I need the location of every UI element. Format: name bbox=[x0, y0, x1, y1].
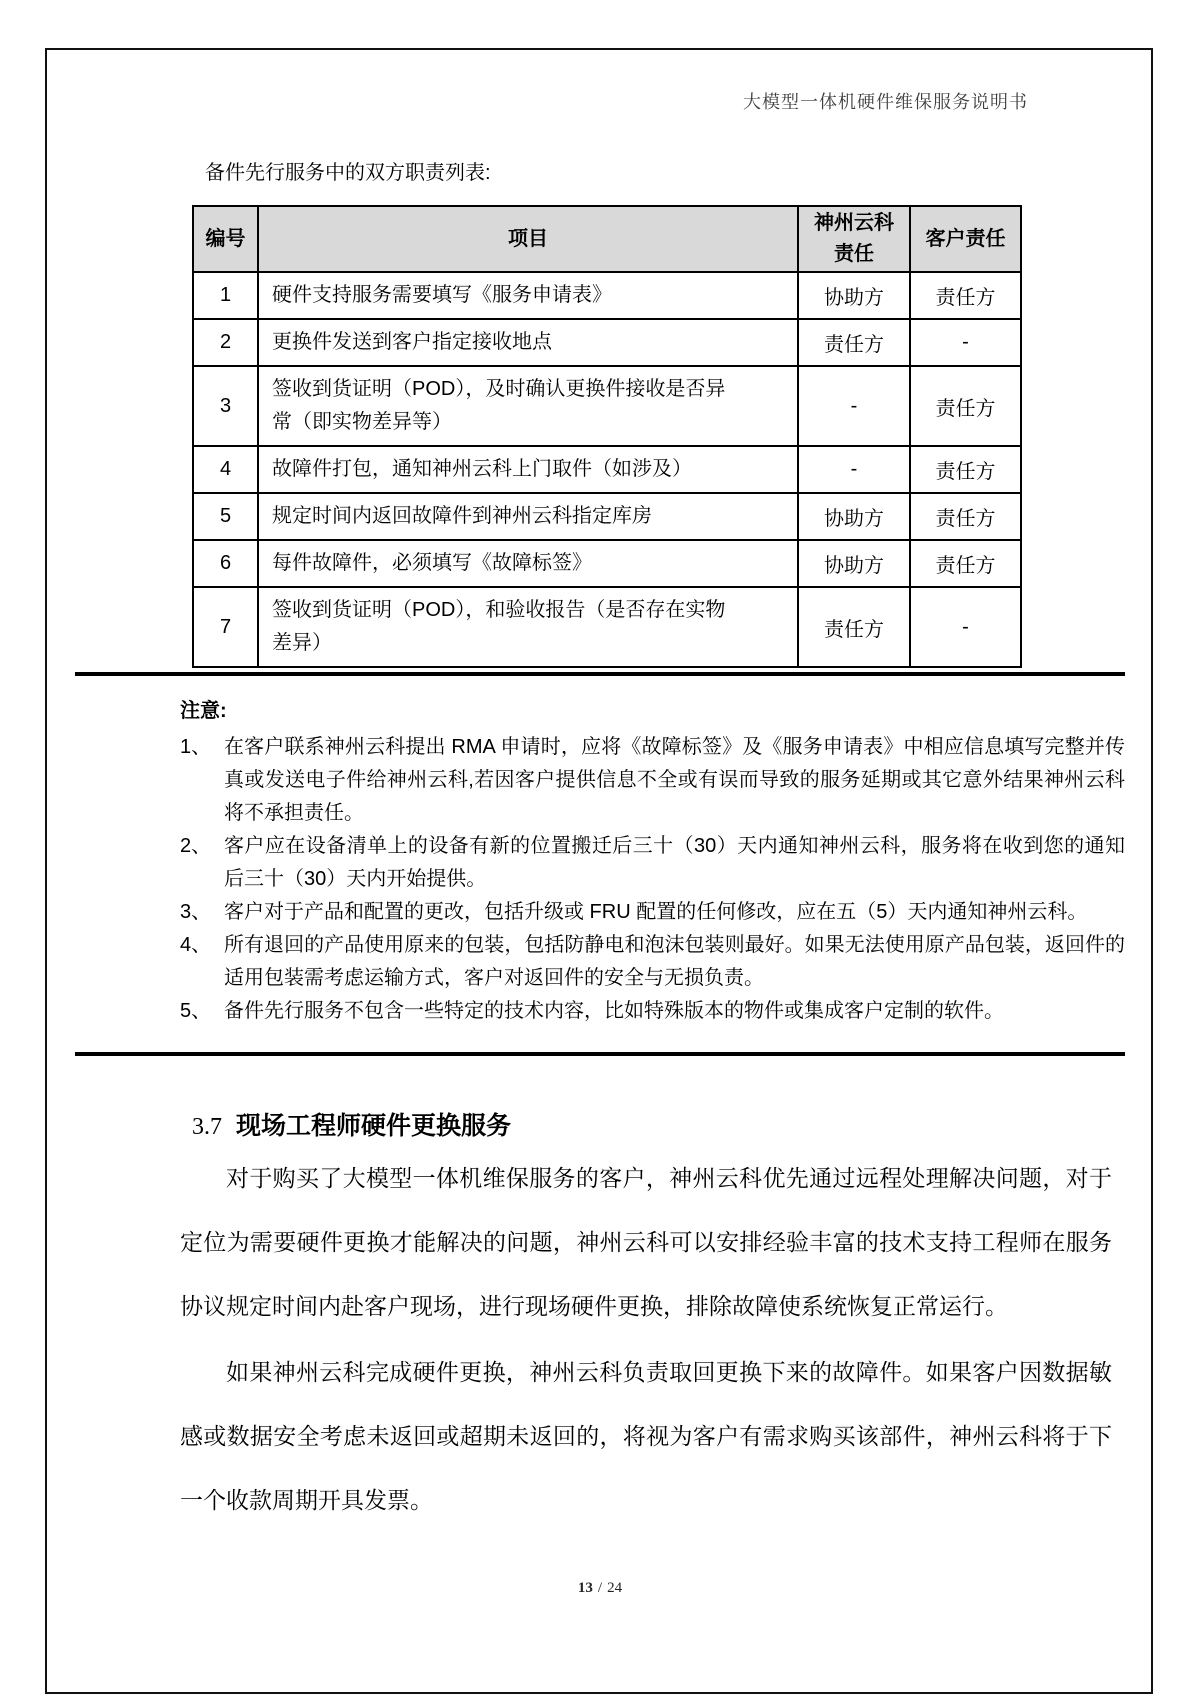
note-text: 在客户联系神州云科提出 RMA 申请时，应将《故障标签》及《服务申请表》中相应信息填写完整并传真或发送电子件给神州云科,若因客户提供信息不全或有误而导致的服务延期或其它意外结果神州云科将不承担责任。 bbox=[224, 736, 1125, 824]
header-cell-vendor-line1: 神州云科 bbox=[814, 212, 894, 234]
note-number: 4、 bbox=[180, 934, 212, 956]
cell-item: 故障件打包，通知神州云科上门取件（如涉及） bbox=[258, 446, 798, 493]
cell-vendor: 责任方 bbox=[798, 319, 910, 366]
note-item bbox=[180, 896, 1125, 929]
note-text: 客户对于产品和配置的更改，包括升级或 FRU 配置的任何修改，应在五（5）天内通知神州云科。 bbox=[224, 901, 1088, 923]
responsibilities-table bbox=[192, 205, 1022, 668]
table-header-row bbox=[193, 206, 1021, 272]
cell-customer: 责任方 bbox=[910, 493, 1021, 540]
cell-no: 6 bbox=[193, 540, 258, 587]
section-heading bbox=[192, 1106, 511, 1142]
note-number: 2、 bbox=[180, 835, 212, 857]
cell-vendor: - bbox=[798, 446, 910, 493]
footer-page-number: 13 bbox=[577, 1580, 593, 1596]
cell-customer: 责任方 bbox=[910, 540, 1021, 587]
note-text: 客户应在设备清单上的设备有新的位置搬迁后三十（30）天内通知神州云科，服务将在收到您的通知后三十（30）天内开始提供。 bbox=[224, 835, 1125, 890]
note-item bbox=[180, 731, 1125, 830]
cell-item: 每件故障件，必须填写《故障标签》 bbox=[258, 540, 798, 587]
page-footer bbox=[0, 1580, 1200, 1597]
cell-no: 5 bbox=[193, 493, 258, 540]
cell-item: 硬件支持服务需要填写《服务申请表》 bbox=[258, 272, 798, 319]
cell-no: 4 bbox=[193, 446, 258, 493]
cell-item: 签收到货证明（POD），及时确认更换件接收是否异常（即实物差异等） bbox=[258, 366, 798, 446]
cell-item: 签收到货证明（POD），和验收报告（是否存在实物差异） bbox=[258, 587, 798, 667]
cell-customer: - bbox=[910, 319, 1021, 366]
cell-vendor: 协助方 bbox=[798, 493, 910, 540]
note-text: 备件先行服务不包含一些特定的技术内容，比如特殊版本的物件或集成客户定制的软件。 bbox=[224, 1000, 1004, 1022]
footer-separator: / bbox=[597, 1580, 603, 1596]
section-title: 现场工程师硬件更换服务 bbox=[236, 1112, 512, 1140]
table-caption: 备件先行服务中的双方职责列表: bbox=[205, 162, 491, 184]
cell-no: 1 bbox=[193, 272, 258, 319]
note-number: 1、 bbox=[180, 736, 212, 758]
cell-customer: 责任方 bbox=[910, 446, 1021, 493]
cell-customer: - bbox=[910, 587, 1021, 667]
note-item bbox=[180, 929, 1125, 995]
table-row bbox=[193, 319, 1021, 366]
cell-no: 7 bbox=[193, 587, 258, 667]
header-cell-vendor-line2: 责任 bbox=[834, 243, 874, 265]
table-row bbox=[193, 493, 1021, 540]
cell-vendor: - bbox=[798, 366, 910, 446]
header-cell-customer: 客户责任 bbox=[910, 206, 1021, 272]
notice-label: 注意: bbox=[180, 700, 227, 722]
cell-no: 3 bbox=[193, 366, 258, 446]
body-paragraph: 对于购买了大模型一体机维保服务的客户，神州云科优先通过远程处理解决问题，对于定位为需要硬件更换才能解决的问题，神州云科可以安排经验丰富的技术支持工程师在服务协议规定时间内赴客户现场，进行现场硬件更换，排除故障使系统恢复正常运行。 bbox=[180, 1165, 1112, 1319]
header-cell-item: 项目 bbox=[258, 206, 798, 272]
cell-item: 更换件发送到客户指定接收地点 bbox=[258, 319, 798, 366]
table-row bbox=[193, 446, 1021, 493]
note-number: 3、 bbox=[180, 901, 212, 923]
footer-total-pages: 24 bbox=[607, 1580, 623, 1596]
note-item bbox=[180, 830, 1125, 896]
note-text: 所有退回的产品使用原来的包装，包括防静电和泡沫包装则最好。如果无法使用原产品包装，返回件的适用包装需考虑运输方式，客户对返回件的安全与无损负责。 bbox=[224, 934, 1125, 989]
cell-vendor: 责任方 bbox=[798, 587, 910, 667]
table-row bbox=[193, 272, 1021, 319]
cell-customer: 责任方 bbox=[910, 272, 1021, 319]
notes-list bbox=[180, 731, 1125, 1028]
cell-vendor: 协助方 bbox=[798, 540, 910, 587]
note-item bbox=[180, 995, 1125, 1028]
cell-customer: 责任方 bbox=[910, 366, 1021, 446]
note-number: 5、 bbox=[180, 1000, 212, 1022]
cell-item: 规定时间内返回故障件到神州云科指定库房 bbox=[258, 493, 798, 540]
horizontal-rule bbox=[75, 1052, 1125, 1056]
header-cell-vendor bbox=[798, 206, 910, 272]
horizontal-rule bbox=[75, 672, 1125, 676]
header-cell-no: 编号 bbox=[193, 206, 258, 272]
body-paragraph: 如果神州云科完成硬件更换，神州云科负责取回更换下来的故障件。如果客户因数据敏感或数据安全考虑未返回或超期未返回的，将视为客户有需求购买该部件，神州云科将于下一个收款周期开具发票。 bbox=[180, 1359, 1112, 1513]
table-row bbox=[193, 587, 1021, 667]
section-number: 3.7 bbox=[192, 1114, 222, 1140]
page-header-title: 大模型一体机硬件维保服务说明书 bbox=[743, 92, 1028, 112]
table-row bbox=[193, 540, 1021, 587]
cell-vendor: 协助方 bbox=[798, 272, 910, 319]
cell-no: 2 bbox=[193, 319, 258, 366]
table-row bbox=[193, 366, 1021, 446]
